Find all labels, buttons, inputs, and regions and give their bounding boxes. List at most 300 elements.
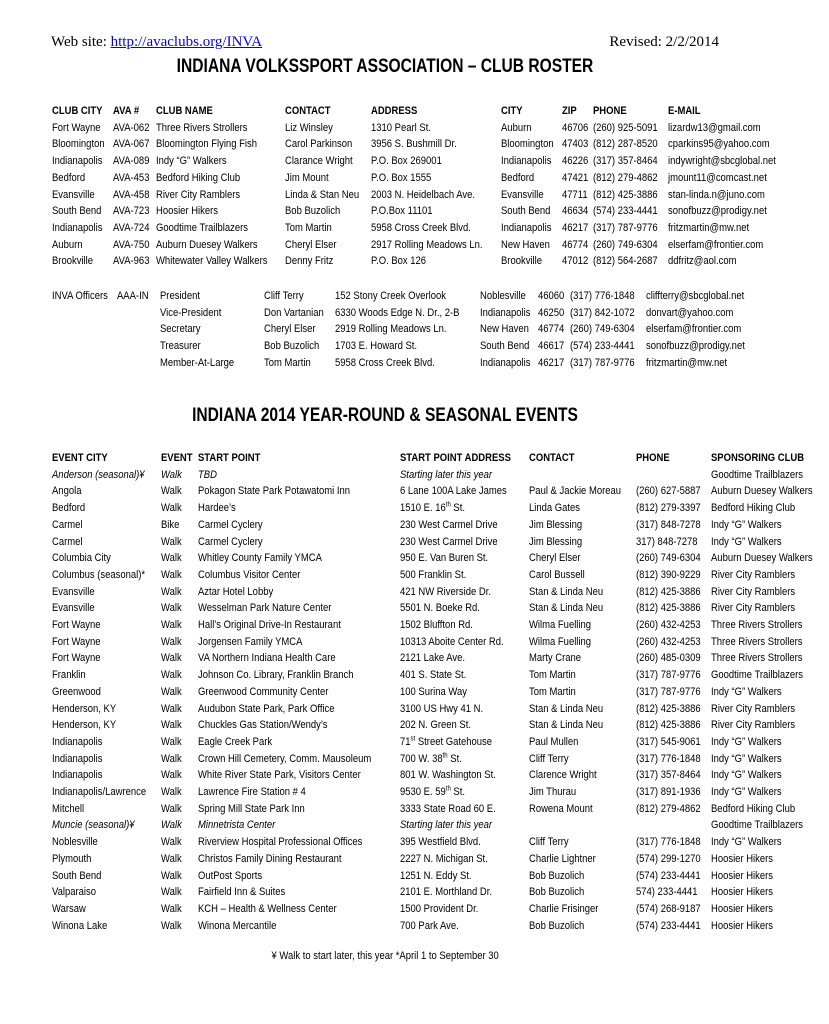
event-city-text: Plymouth: [52, 852, 92, 865]
events-header-cell: [529, 450, 636, 467]
event-phone: [636, 517, 711, 534]
roster-cell: [156, 136, 286, 153]
officer-empty-cell: [117, 321, 160, 338]
officer-cell-text: President: [160, 290, 200, 302]
event-club: [711, 734, 829, 751]
officer-cell-text: sonofbuzz@prodigy.net: [645, 340, 745, 353]
officer-cell: [335, 288, 480, 305]
event-address-main: 230 West Carmel Drive: [399, 518, 498, 531]
event-city-text: Columbia City: [52, 552, 111, 565]
roster-cell-text: Clarance Wright: [285, 155, 353, 168]
event-contact-text: Cheryl Elser: [528, 552, 581, 565]
event-club: [711, 801, 829, 818]
event-city: [52, 584, 161, 601]
event-phone: [636, 684, 711, 701]
website-line: [51, 34, 262, 51]
event-city: [52, 834, 161, 851]
event-start-point: [198, 918, 400, 935]
event-club: [711, 817, 829, 834]
event-start-point: [198, 550, 400, 567]
event-phone: [636, 634, 711, 651]
event-row: [52, 734, 829, 751]
roster-cell-text: (812) 287-8520: [592, 138, 658, 151]
event-start-point: [198, 667, 400, 684]
roster-cell-text: AVA-458: [113, 188, 150, 201]
event-address: [400, 550, 529, 567]
events-header-cell-text: PHONE: [635, 452, 670, 464]
event-type-text: Walk: [161, 786, 183, 799]
event-phone-text: (574) 268-9187: [635, 902, 701, 915]
event-club: [711, 684, 829, 701]
officer-cell-text: Secretary: [160, 323, 201, 336]
event-start-point-text: Winona Mercantile: [198, 919, 277, 932]
officer-cell-text: Don Vartanian: [264, 306, 324, 319]
roster-header-cell-text: CLUB NAME: [155, 105, 213, 117]
roster-header-cell: [501, 103, 562, 120]
event-type-text: Walk: [161, 919, 183, 932]
officer-cell-text: 6330 Woods Edge N. Dr., 2-B: [335, 306, 460, 319]
event-city: [52, 868, 161, 885]
roster-cell-text: 47421: [562, 171, 589, 184]
officer-cell-text: 152 Stony Creek Overlook: [335, 290, 446, 302]
event-address: [400, 634, 529, 651]
event-address-text: [400, 817, 492, 834]
officers-table: [52, 288, 766, 372]
event-club-text: Three Rivers Strollers: [710, 652, 803, 665]
roster-cell-text: (812) 425-3886: [592, 188, 658, 201]
event-contact: [529, 901, 636, 918]
event-address: [400, 918, 529, 935]
event-type: [161, 617, 198, 634]
event-city-text: Indianapolis: [52, 769, 103, 782]
event-city: [52, 701, 161, 718]
officer-cell: [646, 288, 766, 305]
event-start-point: [198, 901, 400, 918]
roster-cell-text: Hoosier Hikers: [155, 205, 218, 218]
event-club: [711, 500, 829, 517]
event-start-point-text: Minnetrista Center: [198, 819, 276, 832]
event-address-main: 700 Park Ave.: [399, 919, 459, 932]
event-address-text: [400, 734, 492, 751]
roster-cell: [156, 153, 286, 170]
event-contact-text: Bob Buzolich: [528, 869, 584, 882]
event-address: [400, 500, 529, 517]
officer-cell-text: (574) 233-4441: [570, 340, 636, 353]
event-contact: [529, 684, 636, 701]
event-address: [400, 784, 529, 801]
roster-cell: [113, 136, 155, 153]
event-address: [400, 701, 529, 718]
officer-cell: [538, 288, 570, 305]
roster-cell: [668, 153, 794, 170]
events-header-cell-text: EVENT CITY: [52, 452, 108, 464]
officer-cell-text: Treasurer: [160, 340, 201, 353]
event-contact-text: Cliff Terry: [528, 836, 569, 849]
event-phone-text: (812) 425-3886: [635, 702, 701, 715]
event-city-text: Evansville: [52, 602, 95, 615]
event-city: [52, 884, 161, 901]
event-row: [52, 751, 829, 768]
event-start-point-text: VA Northern Indiana Health Care: [198, 652, 336, 665]
event-address-suffix: Street Gatehouse: [414, 735, 492, 748]
roster-row: [52, 253, 794, 270]
event-club-text: Hoosier Hikers: [710, 886, 773, 899]
roster-cell: [156, 170, 286, 187]
event-start-point-text: Greenwood Community Center: [198, 685, 329, 698]
event-club: [711, 600, 829, 617]
event-club-text: River City Ramblers: [710, 602, 795, 615]
event-type: [161, 784, 198, 801]
event-type-text: Walk: [161, 468, 183, 481]
roster-cell: [371, 203, 501, 220]
event-address-main: Starting later this year: [399, 819, 492, 832]
officer-cell: [538, 305, 570, 322]
event-address-main: 71: [399, 735, 411, 748]
event-club: [711, 717, 829, 734]
roster-cell: [285, 153, 371, 170]
event-address-main: 6 Lane 100A Lake James: [399, 485, 507, 498]
officer-cell: [538, 355, 570, 372]
event-contact-text: Charlie Frisinger: [528, 902, 599, 915]
event-start-point: [198, 834, 400, 851]
event-start-point: [198, 717, 400, 734]
event-city: [52, 600, 161, 617]
event-city: [52, 734, 161, 751]
event-start-point-text: Hall’s Original Drive-In Restaurant: [198, 619, 341, 632]
roster-cell-text: Goodtime Trailblazers: [155, 221, 248, 234]
roster-header-row: [52, 103, 794, 120]
event-address-text: [400, 834, 481, 851]
roster-cell: [501, 220, 562, 237]
event-type-text: Walk: [161, 819, 183, 832]
event-type: [161, 650, 198, 667]
roster-cell-text: Bob Buzolich: [285, 205, 341, 218]
event-address-main: Starting later this year: [399, 468, 492, 481]
event-city: [52, 767, 161, 784]
officer-cell: [570, 338, 645, 355]
roster-cell: [52, 136, 113, 153]
event-address-main: 202 N. Green St.: [399, 719, 471, 732]
event-row: [52, 701, 829, 718]
officer-empty-cell: [117, 355, 160, 372]
event-contact-text: Clarence Wright: [528, 769, 597, 782]
event-club-text: Auburn Duesey Walkers: [710, 485, 813, 498]
event-start-point: [198, 684, 400, 701]
event-address-text: [400, 701, 483, 718]
event-phone-text: (317) 357-8464: [635, 769, 701, 782]
event-type-text: Walk: [161, 568, 183, 581]
event-address: [400, 801, 529, 818]
event-start-point: [198, 584, 400, 601]
event-club: [711, 584, 829, 601]
officer-empty-cell: [52, 355, 117, 372]
event-row: [52, 584, 829, 601]
roster-cell-text: 46226: [562, 155, 589, 168]
event-start-point: [198, 534, 400, 551]
roster-cell-text: (812) 564-2687: [592, 255, 658, 268]
roster-cell-text: South Bend: [52, 205, 102, 218]
event-contact-text: Carol Bussell: [528, 568, 585, 581]
event-club-text: Indy “G” Walkers: [710, 769, 782, 782]
roster-header-cell-text: AVA #: [113, 105, 140, 117]
event-phone: [636, 500, 711, 517]
website-link[interactable]: http://avaclubs.org/INVA: [110, 34, 263, 50]
event-address-main: 395 Westfield Blvd.: [399, 836, 481, 849]
event-phone-text: (260) 432-4253: [635, 619, 701, 632]
event-type-text: Walk: [161, 652, 183, 665]
event-start-point: [198, 751, 400, 768]
event-row: [52, 567, 829, 584]
event-start-point: [198, 634, 400, 651]
event-address: [400, 834, 529, 851]
roster-cell: [668, 253, 794, 270]
officer-cell-text: Indianapolis: [479, 356, 531, 369]
roster-cell: [113, 120, 155, 137]
event-row: [52, 650, 829, 667]
roster-cell-text: Indianapolis: [52, 155, 103, 168]
officer-cell-text: New Haven: [479, 323, 529, 336]
event-start-point-text: Aztar Hotel Lobby: [198, 585, 274, 598]
event-type: [161, 717, 198, 734]
event-address-text: [400, 784, 465, 801]
roster-cell-text: Jim Mount: [285, 171, 329, 184]
event-address-main: 801 W. Washington St.: [399, 769, 496, 782]
event-start-point: [198, 617, 400, 634]
roster-row: [52, 136, 794, 153]
event-address-text: [400, 634, 504, 651]
event-start-point: [198, 467, 400, 484]
roster-cell: [593, 237, 668, 254]
event-city-text: Henderson, KY: [52, 719, 117, 732]
roster-cell: [501, 170, 562, 187]
event-club-text: River City Ramblers: [710, 585, 795, 598]
roster-cell-text: Evansville: [501, 188, 544, 201]
website-label: Web site:: [51, 34, 107, 50]
roster-cell: [501, 136, 562, 153]
event-type: [161, 667, 198, 684]
roster-cell: [113, 153, 155, 170]
event-address-main: 401 S. State St.: [399, 669, 466, 682]
roster-cell-text: Denny Fritz: [285, 255, 334, 268]
event-club: [711, 751, 829, 768]
event-start-point: [198, 567, 400, 584]
roster-cell-text: 5958 Cross Creek Blvd.: [371, 221, 472, 234]
event-city: [52, 634, 161, 651]
event-club-text: Goodtime Trailblazers: [710, 468, 803, 481]
event-club: [711, 784, 829, 801]
event-city-text: Greenwood: [52, 685, 101, 698]
event-phone: [636, 834, 711, 851]
event-type: [161, 534, 198, 551]
roster-cell-text: Brookville: [52, 255, 94, 268]
event-club-text: Indy “G” Walkers: [710, 535, 782, 548]
event-city-text: Evansville: [52, 585, 95, 598]
roster-cell-text: lizardw13@gmail.com: [668, 121, 761, 134]
roster-header-cell: [52, 103, 113, 120]
roster-cell: [52, 220, 113, 237]
event-address-main: 2227 N. Michigan St.: [399, 852, 488, 865]
event-address: [400, 884, 529, 901]
event-city: [52, 918, 161, 935]
event-phone: [636, 567, 711, 584]
roster-cell: [593, 203, 668, 220]
event-phone: [636, 918, 711, 935]
event-phone: [636, 817, 711, 834]
event-phone: [636, 884, 711, 901]
roster-cell: [501, 153, 562, 170]
event-phone-text: (317) 545-9061: [635, 735, 701, 748]
event-start-point-text: Carmel Cyclery: [198, 518, 263, 531]
roster-cell-text: Indianapolis: [52, 221, 103, 234]
event-type-text: Walk: [161, 635, 183, 648]
event-city-text: Mitchell: [52, 802, 85, 815]
officer-cell-text: 5958 Cross Creek Blvd.: [335, 356, 435, 369]
event-city-text: Angola: [52, 485, 82, 498]
event-type-text: Walk: [161, 752, 183, 765]
event-address: [400, 751, 529, 768]
event-type: [161, 600, 198, 617]
event-club: [711, 517, 829, 534]
event-city: [52, 717, 161, 734]
officer-row: [52, 321, 766, 338]
event-row: [52, 517, 829, 534]
event-address-text: [400, 868, 472, 885]
event-address: [400, 567, 529, 584]
event-contact: [529, 834, 636, 851]
roster-cell: [562, 170, 593, 187]
officer-cell: [570, 305, 645, 322]
event-city: [52, 483, 161, 500]
event-club-text: Hoosier Hikers: [710, 852, 773, 865]
roster-cell: [593, 253, 668, 270]
roster-cell: [52, 253, 113, 270]
event-type: [161, 584, 198, 601]
events-header-cell-text: START POINT ADDRESS: [399, 452, 511, 464]
event-city: [52, 817, 161, 834]
event-contact-text: Tom Martin: [528, 669, 576, 682]
event-club-text: Indy “G” Walkers: [710, 735, 782, 748]
event-address-text: [400, 550, 488, 567]
events-header-cell: [636, 450, 711, 467]
event-city: [52, 467, 161, 484]
roster-header-cell: [285, 103, 371, 120]
event-phone: [636, 734, 711, 751]
roster-cell: [562, 120, 593, 137]
events-header-cell-text: CONTACT: [528, 452, 575, 464]
roster-header-cell-text: CONTACT: [285, 105, 331, 117]
event-club-text: Hoosier Hikers: [710, 902, 773, 915]
officer-cell-text: Tom Martin: [264, 356, 311, 369]
roster-cell: [501, 253, 562, 270]
event-phone-text: (260) 432-4253: [635, 635, 701, 648]
event-contact-text: Tom Martin: [528, 685, 576, 698]
officer-cell-text: 46774: [538, 323, 565, 336]
event-type-text: Walk: [161, 552, 183, 565]
event-city: [52, 617, 161, 634]
event-club: [711, 467, 829, 484]
event-address-text: [400, 617, 473, 634]
officer-cell: [335, 355, 480, 372]
roster-cell-text: Auburn: [501, 121, 532, 134]
event-phone-text: (574) 299-1270: [635, 852, 701, 865]
officer-empty-cell: [117, 305, 160, 322]
roster-cell-text: Bedford: [501, 171, 535, 184]
roster-cell: [501, 187, 562, 204]
roster-cell-text: Whitewater Valley Walkers: [155, 255, 268, 268]
roster-cell: [52, 203, 113, 220]
event-type: [161, 918, 198, 935]
roster-cell-text: Indy “G” Walkers: [155, 155, 227, 168]
roster-header-cell-text: CLUB CITY: [52, 105, 103, 117]
event-row: [52, 500, 829, 517]
officer-cell: [480, 305, 539, 322]
event-address-text: [400, 684, 467, 701]
event-city-text: South Bend: [52, 869, 102, 882]
officer-cell: [264, 338, 335, 355]
roster-cell: [562, 220, 593, 237]
event-address-suffix: St.: [450, 786, 465, 799]
event-city-text: Valparaiso: [52, 886, 97, 899]
event-club: [711, 901, 829, 918]
event-start-point-text: Whitley County Family YMCA: [198, 552, 323, 565]
event-club-text: Auburn Duesey Walkers: [710, 552, 813, 565]
event-type-text: Walk: [161, 852, 183, 865]
event-city: [52, 534, 161, 551]
event-start-point-text: Columbus Visitor Center: [198, 568, 301, 581]
roster-cell-text: Linda & Stan Neu: [285, 188, 360, 201]
event-type-text: Walk: [161, 485, 183, 498]
officer-cell-text: 1703 E. Howard St.: [335, 340, 418, 353]
roster-title: INDIANA VOLKSSPORT ASSOCIATION – CLUB ROSTER: [176, 56, 594, 77]
event-contact-text: Wilma Fuelling: [528, 635, 591, 648]
event-phone: [636, 617, 711, 634]
event-address-text: [400, 751, 462, 768]
roster-row: [52, 170, 794, 187]
roster-header-cell: [371, 103, 501, 120]
event-address: [400, 901, 529, 918]
officer-cell: [264, 305, 335, 322]
event-phone: [636, 584, 711, 601]
event-city: [52, 550, 161, 567]
officer-cell-text: Indianapolis: [479, 306, 531, 319]
event-club: [711, 483, 829, 500]
officer-cell: [160, 321, 264, 338]
officer-cell-text: 46617: [538, 340, 565, 353]
roster-cell-text: P.O. Box 269001: [371, 155, 443, 168]
event-address-text: [400, 801, 496, 818]
roster-cell: [668, 187, 794, 204]
event-club-text: Indy “G” Walkers: [710, 786, 782, 799]
event-club-text: Goodtime Trailblazers: [710, 669, 803, 682]
roster-cell: [593, 220, 668, 237]
event-city-text: Indianapolis: [52, 752, 103, 765]
events-header-cell: [400, 450, 529, 467]
event-phone-text: (812) 279-4862: [635, 802, 701, 815]
event-address-suffix: St.: [450, 502, 465, 515]
footnote: [0, 950, 770, 962]
roster-cell-text: New Haven: [501, 238, 550, 251]
event-address: [400, 767, 529, 784]
event-city-text: Fort Wayne: [52, 635, 101, 648]
roster-cell: [285, 203, 371, 220]
roster-cell: [593, 120, 668, 137]
event-club: [711, 701, 829, 718]
event-address-text: [400, 918, 459, 935]
officer-cell-text: 2919 Rolling Meadows Ln.: [335, 323, 447, 336]
event-address-sup: th: [442, 752, 448, 759]
roster-cell-text: AVA-453: [113, 171, 150, 184]
roster-cell: [593, 170, 668, 187]
